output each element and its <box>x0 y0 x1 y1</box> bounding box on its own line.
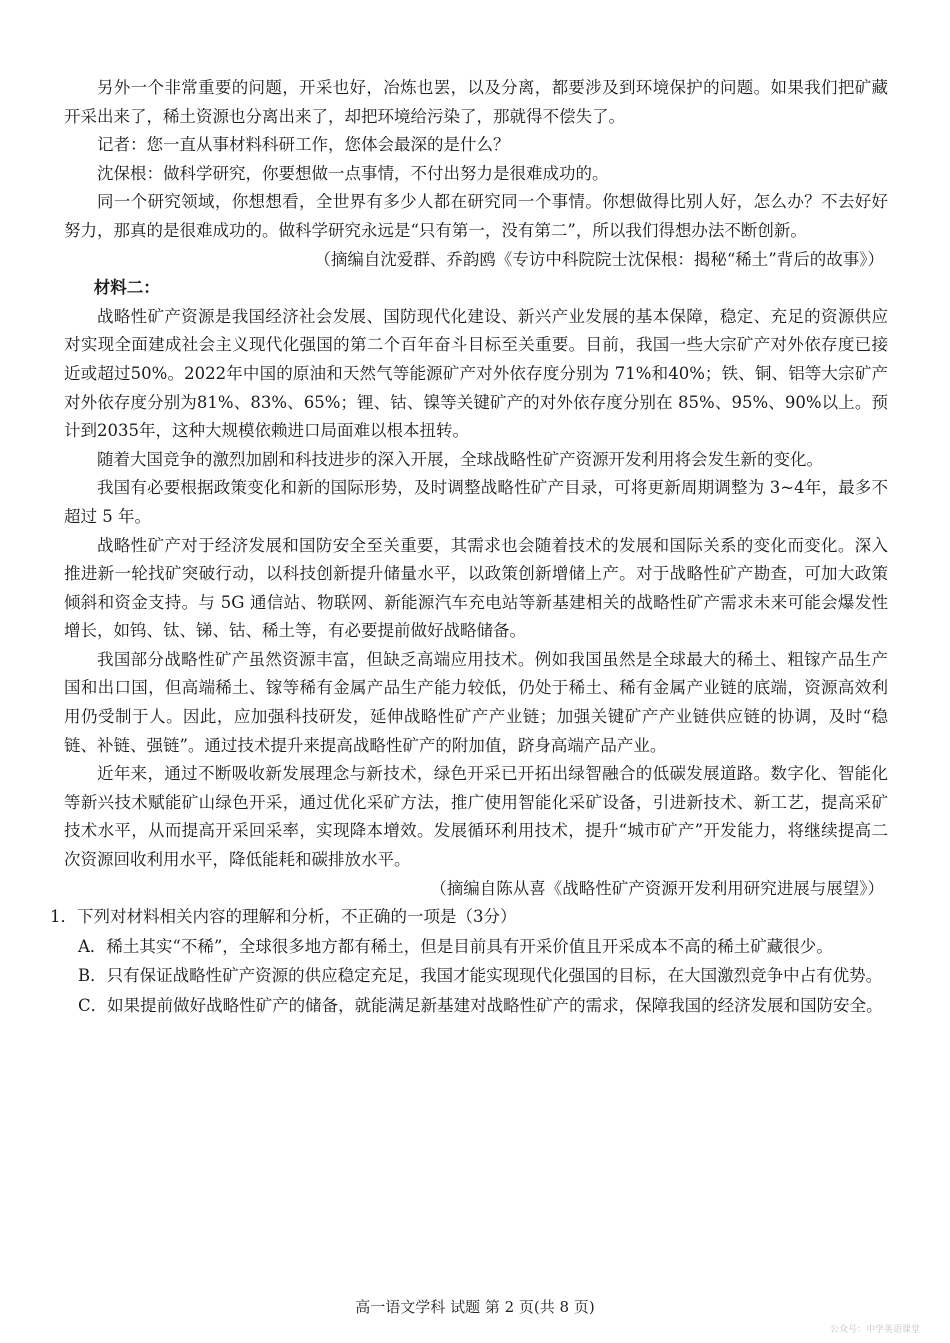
paragraph-catalog-adjustment: 我国有必要根据政策变化和新的国际形势，及时调整战略性矿产目录，可将更新周期调整为 3~4年，最多不超过 5 年。 <box>64 478 888 526</box>
watermark-text: 公众号：中学英语课堂 <box>829 1325 920 1335</box>
paragraph-environment-protection: 另外一个非常重要的问题，开采也好，冶炼也罢，以及分离，都要涉及到环境保护的问题。如果我们把矿藏开采出来了，稀土资源也分离出来了，却把环境给污染了，那就得不偿失了。 <box>64 78 888 126</box>
material-two-heading: 材料二： <box>93 278 160 298</box>
question-one-option-b: B．只有保证战略性矿产资源的供应稳定充足，我国才能实现现代化强国的目标，在大国激烈竞争中占有优势。 <box>78 966 883 986</box>
page-footer: 高一语文学科 试题 第 2 页(共 8 页) <box>355 1298 595 1316</box>
material-two-source: （摘编自陈从喜《战略性矿产资源开发利用研究进展与展望》） <box>430 878 884 898</box>
material-one-source: （摘编自沈爱群、乔韵鸥《专访中科院院士沈保根：揭秘“稀土”背后的故事》） <box>314 249 884 269</box>
question-one-option-a: A．稀土其实“不稀”，全球很多地方都有稀土，但是目前具有开采价值且开采成本不高的稀土矿藏很少。 <box>78 936 833 956</box>
page-content <box>50 74 888 1021</box>
paragraph-shen-answer: 沈保根：做科学研究，你要想做一点事情，不付出努力是很难成功的。 <box>97 163 609 183</box>
paragraph-strategic-minerals: 战略性矿产资源是我国经济社会发展、国防现代化建设、新兴产业发展的基本保障，稳定、充足的资源供应对实现全面建成社会主义现代化强国的第二个百年奋斗目标至关重要。目前，我国一些大宗矿产对外依存度已接近或超过50%。2022年中国的原油和天然气等能源矿产对外依存度分别为 71%和40%；铁、铜、铝等大宗矿产对外依存度分别为81%、83%、65%；锂、钴、镍等关键矿产的对外依存度分别在 85%、95%、90%以上。预计到2035年，这种大规模依赖进口局面难以根本扭转。 <box>64 306 888 441</box>
paragraph-strategic-reserve: 战略性矿产对于经济发展和国防安全至关重要，其需求也会随着技术的发展和国际关系的变化而变化。深入推进新一轮找矿突破行动，以科技创新提升储量水平，以政策创新增储上产。对于战略性矿产勘查，可加大政策倾斜和资金支持。与 5G 通信站、物联网、新能源汽车充电站等新基建相关的战略性矿产需求未来可能会爆发性增长，如钨、钛、锑、钴、稀土等，有必要提前做好战略储备。 <box>64 535 888 641</box>
paragraph-reporter-question: 记者：您一直从事材料科研工作，您体会最深的是什么？ <box>97 135 510 155</box>
paragraph-innovation: 同一个研究领域，你想想看，全世界有多少人都在研究同一个事情。你想做得比别人好，怎么办？不去好好努力，那真的是很难成功的。做科学研究永远是“只有第一，没有第二”，所以我们得想办法不断创新。 <box>64 192 888 240</box>
question-one-option-c: C．如果提前做好战略性矿产的储备，就能满足新基建对战略性矿产的需求，保障我国的经济发展和国防安全。 <box>78 996 883 1015</box>
question-one-stem: 1．下列对材料相关内容的理解和分析，不正确的一项是（3分） <box>50 907 517 927</box>
paragraph-high-end-technology: 我国部分战略性矿产虽然资源丰富，但缺乏高端应用技术。例如我国虽然是全球最大的稀土、粗镓产品生产国和出口国，但高端稀土、镓等稀有金属产品生产能力较低，仍处于稀土、稀有金属产业链的底端，资源高效利用仍受制于人。因此，应加强科技研发，延伸战略性矿产产业链；加强关键矿产产业链供应链的协调，及时“稳链、补链、强链”。通过技术提升来提高战略性矿产的附加值，跻身高端产品产业。 <box>64 649 888 755</box>
paragraph-great-power-competition: 随着大国竞争的激烈加剧和科技进步的深入开展，全球战略性矿产资源开发利用将会发生新的变化。 <box>97 449 823 469</box>
paragraph-green-mining: 近年来，通过不断吸收新发展理念与新技术，绿色开采已开拓出绿智融合的低碳发展道路。数字化、智能化等新兴技术赋能矿山绿色开采，通过优化采矿方法，推广使用智能化采矿设备，引进新技术、新工艺，提高采矿技术水平，从而提高开采回采率，实现降本增效。发展循环利用技术，提升“城市矿产”开发能力，将继续提高二次资源回收利用水平，降低能耗和碳排放水平。 <box>64 764 888 870</box>
